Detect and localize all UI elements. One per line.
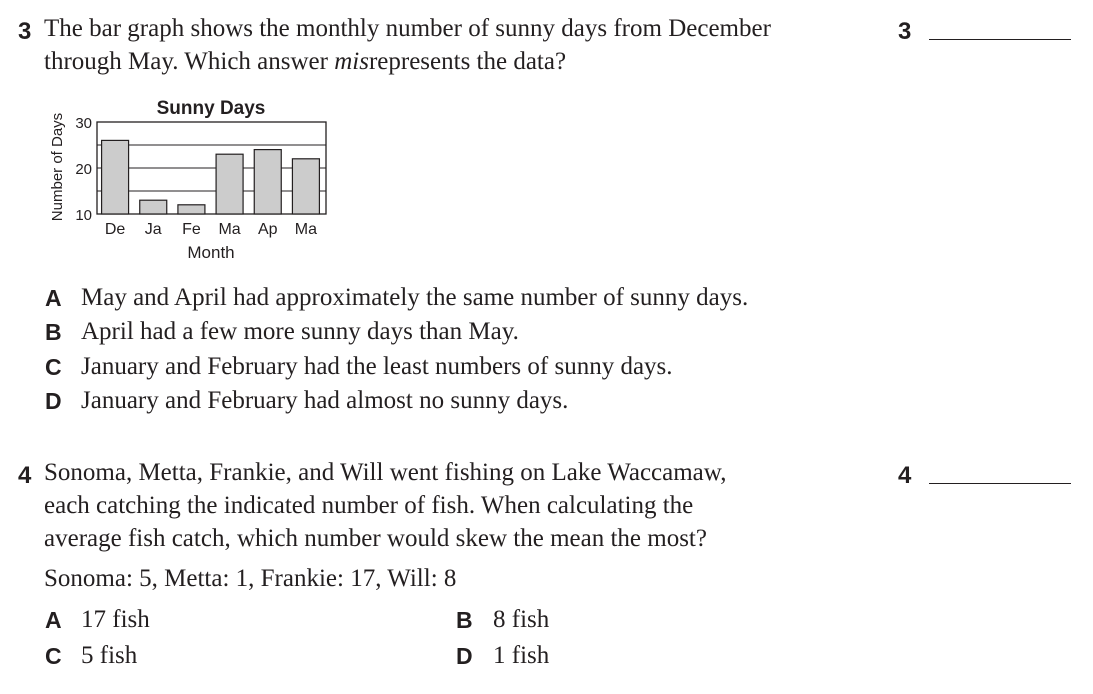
chart-bar: [102, 140, 129, 214]
question-3-line-2-post: represents the data?: [368, 48, 567, 75]
chart-ytick-label: 30: [75, 115, 92, 132]
q4-choice-d-letter[interactable]: D: [456, 643, 473, 669]
question-3-italic-mis: mis: [334, 48, 369, 75]
q4-choice-d-text[interactable]: 1 fish: [493, 642, 550, 669]
chart-bar: [178, 205, 205, 214]
q3-choice-d-letter[interactable]: D: [45, 388, 62, 414]
chart-xtick-label: Ja: [144, 221, 162, 238]
chart-title: Sunny Days: [156, 98, 266, 119]
answer-4-blank[interactable]: [929, 483, 1071, 484]
q3-choice-c-letter[interactable]: C: [45, 354, 62, 380]
question-4-data-line: Sonoma: 5, Metta: 1, Frankie: 17, Will: 8: [44, 565, 457, 592]
answer-3-number: 3: [898, 18, 912, 45]
question-3-line-1: The bar graph shows the monthly number of sunny days from December: [44, 15, 771, 42]
question-3-line-2-pre: through May. Which answer: [44, 48, 335, 75]
question-4-line-3: average fish catch, which number would skew the mean the most?: [44, 525, 707, 552]
question-4-number: 4: [18, 462, 32, 489]
answer-3-blank[interactable]: [929, 39, 1071, 40]
q4-choice-a-letter[interactable]: A: [45, 607, 62, 633]
chart-xtick-label: Ap: [257, 221, 278, 238]
chart-bar: [216, 154, 243, 214]
question-4-line-1: Sonoma, Metta, Frankie, and Will went fishing on Lake Waccamaw,: [44, 459, 727, 486]
question-3-line-2: [44, 48, 566, 76]
q4-choice-c-text[interactable]: 5 fish: [81, 642, 138, 669]
answer-4-number: 4: [898, 462, 912, 489]
chart-bar: [254, 150, 281, 214]
chart-xtick-label: Ma: [294, 221, 318, 238]
q4-choice-b-text[interactable]: 8 fish: [493, 606, 550, 633]
chart-xtick-label: Ma: [218, 221, 241, 238]
chart-xtick-label: De: [104, 221, 126, 238]
q3-choice-b-letter[interactable]: B: [45, 319, 62, 345]
chart-xlabel: Month: [187, 243, 235, 262]
q3-choice-c-text[interactable]: January and February had the least numbers of sunny days.: [81, 353, 673, 380]
q3-choice-b-text[interactable]: April had a few more sunny days than May.: [81, 318, 519, 345]
q3-choice-a-text[interactable]: May and April had approximately the same number of sunny days.: [81, 284, 749, 311]
chart-bar: [140, 200, 167, 214]
chart-xtick-label: Fe: [182, 221, 201, 238]
question-3-number: 3: [18, 18, 32, 45]
chart-ylabel: Number of Days: [49, 112, 66, 222]
sunny-days-chart: [40, 92, 380, 267]
q3-choice-a-letter[interactable]: A: [45, 285, 62, 311]
chart-bar: [292, 159, 319, 214]
q4-choice-c-letter[interactable]: C: [45, 643, 62, 669]
q3-choice-d-text[interactable]: January and February had almost no sunny days.: [81, 387, 569, 414]
chart-ytick-label: 10: [75, 207, 92, 224]
q4-choice-b-letter[interactable]: B: [456, 607, 473, 633]
chart-ytick-label: 20: [75, 161, 92, 178]
question-4-line-2: each catching the indicated number of fish. When calculating the: [44, 492, 694, 519]
q4-choice-a-text[interactable]: 17 fish: [81, 606, 150, 633]
